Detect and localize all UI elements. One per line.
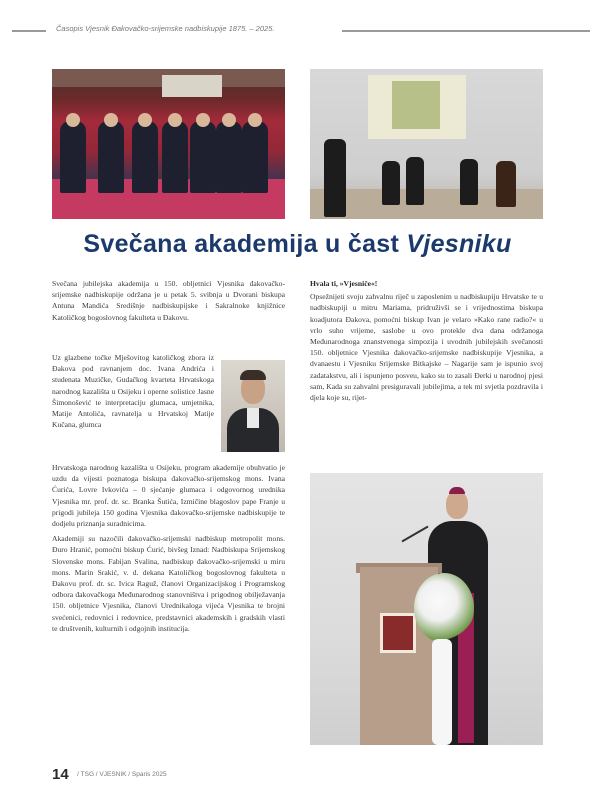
photo-microphone — [402, 526, 429, 543]
photo-person — [162, 121, 188, 193]
paragraph: Uz glazbene točke Mješovitog katoličkog zbora iz Đakova pod ravnanjem doc. Ivana Andrića i studenata Muzičke, Gudačkog kvarteta Hrvatskoga narodnog kazališta u Osijeku i operne solistice Jasne Šimonošević te interpretaciju glumaca, umjetnika, Matije Antolića, ravnatelja u Hrvatskoj Matije Kučana, glumca — [52, 353, 214, 430]
photo-musicians — [310, 69, 543, 219]
title-italic: Vjesniku — [406, 230, 512, 258]
header-rule-left — [12, 30, 46, 32]
photo-vase — [432, 639, 452, 745]
photo-person — [98, 121, 124, 193]
paragraph: Opsežnijeti svoju zahvalnu riječ u zaposlenim u nadbiskupiju Hrvatske te u nadbiskupiji u mitru Mariama, pridruživši se i vrijednostima biskupa koadjutora Đakova, pomoćni biskup Ivan je velaro »Kako rane radio?« u vrlo suho vrijeme, saslobe u ovo protekle dva dana održanoga Međunarodnoga znanstvenoga simpozija i uvodnih jubilejskih svečanosti 150. obljetnice Vjesnika đakovačko-srijemske nadbiskupije Vjesnika, a dvanaestu i Vjesniku Srijemske Bitkajske – Nagarije sam je ispunio svoj zadatakstvu, ali i ispunjeno posveu, kako su to zasali Đerki u narodnoj pjesi sam, Kada su zahvalni presiguravali jubilejima, a tek mi svjetla pozdravila i djela koje su, rijet- — [310, 292, 543, 403]
running-header: Časopis Vjesnik Đakovačko-srijemske nadbiskupije 1875. – 2025. — [56, 24, 275, 33]
photo-singer — [324, 139, 346, 217]
photo-person — [132, 121, 158, 193]
photo-projection-image — [392, 81, 440, 129]
photo-person — [60, 121, 86, 193]
footer-note: / TSG / VJESNIK / Sparis 2025 — [77, 771, 167, 778]
portrait-photo — [221, 360, 285, 452]
page-number: 14 — [52, 766, 69, 783]
portrait-hair — [240, 370, 266, 380]
page-footer — [52, 766, 167, 784]
photo-person — [216, 121, 242, 193]
article-left-column-top — [52, 278, 285, 327]
photo-screen — [162, 75, 222, 97]
portrait-shirt — [247, 408, 259, 428]
photo-musician — [460, 159, 478, 205]
article-left-column-bottom — [52, 462, 285, 746]
photo-musician — [406, 157, 424, 205]
photo-cellist — [496, 161, 516, 207]
article-title — [0, 230, 595, 259]
photo-bishop-head — [446, 491, 468, 519]
title-main: Svečana akademija u čast — [83, 230, 407, 258]
paragraph: Akademiji su nazočili đakovačko-srijemski nadbiskup metropolit mons. Đuro Hranić, pomoćni biskup Ćurić, bivšeg Iznad: Nadbiskupa Srijemskog Slovenske mons. Fabijan Svalina, nadbiskup đakovačko-srijemski u miru mons. Marin Srakić, v. d. dekana Katoličkog bogoslovnog fakulteta u Đakovu prof. dr. sc. Ivica Raguž, članovi Organizacijskog i Programskog odbora đakovačkoga Međunarodnog stanovništva i prigodnog obilježavanja 150. obljetnice Vjesnika, članovi Urednikaloga vijeća Vjesnika te brojni svećenici, redovnici i redovnice, predstavnici akademskih i gradskih vlasti te društvenih, kulturnih i odgojnih institucija. — [52, 534, 285, 633]
article-left-column-wrap — [52, 352, 214, 460]
photo-person — [242, 121, 268, 193]
photo-flowers — [414, 573, 474, 643]
photo-person — [190, 121, 216, 193]
photo-audience — [52, 69, 285, 219]
article-right-column — [310, 278, 543, 462]
photo-bishop-lectern — [310, 473, 543, 745]
photo-emblem — [380, 613, 416, 653]
section-subheading: Hvala ti, »Vjesniče«! — [310, 279, 378, 288]
paragraph: Svečana jubilejska akademija u 150. obljetnici Vjesnika đakovačko-srijemske nadbiskupije održana je u petak 5. svibnja u Dvorani biskupa Antuna Mandića Središnje nadbiskupijske i Sakralnoke knjižnice Katoličkog bogoslovnog fakulteta u Đakovu. — [52, 279, 285, 322]
photo-musician — [382, 161, 400, 205]
photo-zucchetto — [449, 487, 465, 494]
paragraph: Hrvatskoga narodnog kazališta u Osijeku, program akademije obuhvatio je uzdu da vijesti poznatoga biskupa đakovačko-srijemskog mons. Ivana Ćurića, Lovre Ivkovića – 0 sjećanje glumaca i odgovornog urednika Vjesnika mr. prof. dr. sc. Branka Šutića, Izmičine blagoslov pape Franje u prigodi jubileja 150 godina Vjesnika đakovačko-srijemske nadbiskupije te dodjelu priznanja suradnicima. — [52, 463, 285, 529]
header-rule-right — [342, 30, 590, 32]
